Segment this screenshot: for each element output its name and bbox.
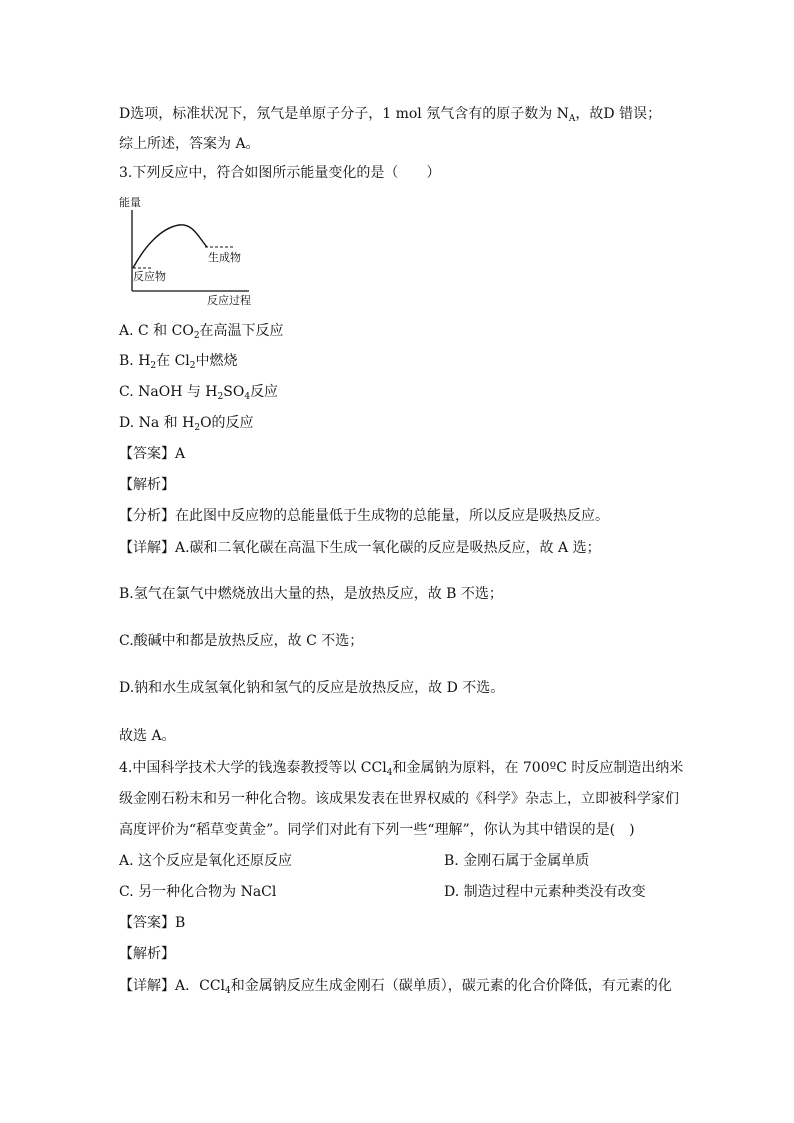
diagram-x-label: 反应过程 — [207, 294, 251, 307]
q3-option-d: D. Na 和 $H_2O$的反应 — [119, 415, 254, 433]
diagram-reactant-label: 反应物 — [133, 270, 166, 283]
energy-diagram — [119, 194, 269, 308]
q3-answer: 【答案】A — [119, 446, 186, 462]
q3-detail-c: C.酸碱中和都是放热反应，故 C 不选； — [119, 633, 364, 649]
diagram-y-label: 能量 — [119, 196, 141, 209]
q3-analysis-heading: 【解析】 — [119, 477, 175, 493]
q4-option-a: A. 这个反应是氧化还原反应 — [119, 853, 293, 869]
q3-conclusion: 故选 A。 — [119, 728, 176, 744]
q4-stem-line3: 高度评价为“稻草变黄金”。同学们对此有下列一些“理解”，你认为其中错误的是( ) — [119, 822, 635, 838]
q4-analysis-heading: 【解析】 — [119, 946, 175, 962]
q4-stem-line1: 4.中国科学技术大学的钱逸泰教授等以 CCl$_4$和金属钠为原料，在 700ºC 时反应制造出纳米 — [119, 760, 684, 778]
q3-stem: 3.下列反应中，符合如图所示能量变化的是（ ） — [119, 165, 441, 181]
q3-detail-d: D.钠和水生成氢氧化钠和氢气的反应是放热反应，故 D 不选。 — [119, 680, 505, 696]
q3-detail-b: B.氢气在氯气中燃烧放出大量的热，是放热反应，故 B 不选； — [119, 586, 503, 602]
q3-option-a: A. C 和 $CO_2$在高温下反应 — [119, 323, 284, 341]
q4-option-b: B. 金刚石属于金属单质 — [444, 853, 590, 869]
diagram-product-label: 生成物 — [208, 251, 241, 264]
q3-detail-a: 【详解】A.碳和二氧化碳在高温下生成一氧化碳的反应是吸热反应，故 A 选； — [119, 540, 601, 556]
q4-option-d: D. 制造过程中元素种类没有改变 — [444, 884, 646, 900]
q4-stem-line2: 级金刚石粉末和另一种化合物。该成果发表在世界权威的《科学》杂志上，立即被科学家们 — [119, 791, 679, 807]
q3-option-b: B. $H_2$在 $Cl_2$中燃烧 — [119, 353, 238, 371]
q4-detail-a: 【详解】A．CCl$_4$和金属钠反应生成金刚石（碳单质），碳元素的化合价降低，有元素的化 — [119, 978, 672, 996]
q2-option-d-explanation: D选项，标准状况下，氖气是单原子分子，1 mol 氖气含有的原子数为 $N_A$，故D 错误； — [119, 106, 662, 124]
q4-option-c: C. 另一种化合物为 NaCl — [119, 884, 277, 900]
q4-answer: 【答案】B — [119, 915, 186, 931]
energy-curve — [133, 225, 207, 268]
q3-analysis: 【分析】在此图中反应物的总能量低于生成物的总能量，所以反应是吸热反应。 — [119, 508, 609, 524]
q2-summary: 综上所述，答案为 A。 — [119, 136, 260, 152]
q3-option-c: C. NaOH 与 $H_2SO_4$反应 — [119, 384, 279, 402]
